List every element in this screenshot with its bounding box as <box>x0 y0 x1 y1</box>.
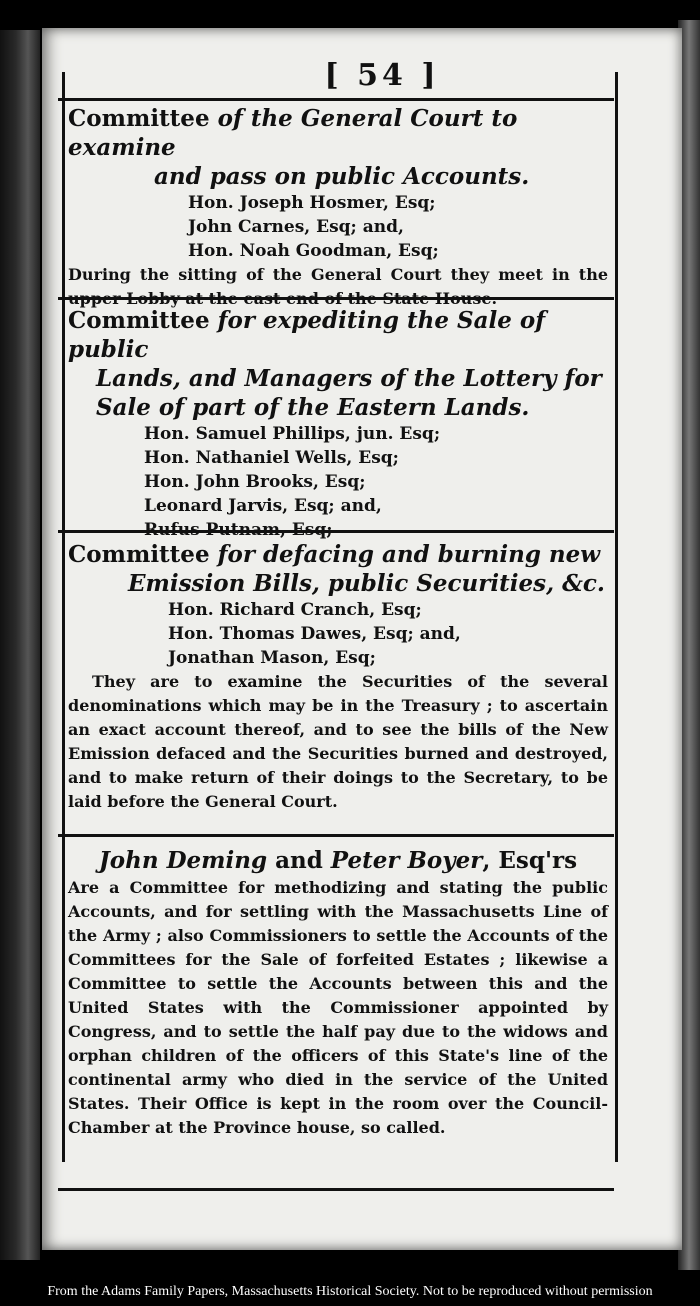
heading-continuation: and pass on public Accounts. <box>154 163 530 190</box>
member-name: Jonathan Mason, Esq; <box>168 648 376 668</box>
person-name: Peter Boyer <box>330 847 483 874</box>
heading-continuation: Lands, and Managers of the Lottery for <box>96 365 602 392</box>
member-name: Hon. John Brooks, Esq; <box>144 472 366 492</box>
committee-names <box>68 846 608 876</box>
heading-continuation: Emission Bills, public Securities, &c. <box>128 570 605 597</box>
section-body: Are a Committee for methodizing and stating the public Accounts, and for settling with the Massachusetts Line of the Army ; also Commissioners to settle the Accounts of the Committees for the Sale of forfeited Estates ; likewise a Committee to settle the Accounts between this and the United States with the Commissioner appointed by Congress, and to settle the half pay due to the widows and orphan children of the officers of this State's line of the continental army who died in the service of the United States. Their Office is kept in the room over the Council-Chamber at the Province house, so called. <box>68 878 608 1137</box>
heading-lead: Committee <box>68 105 210 132</box>
committee-defacing-bills <box>68 540 608 814</box>
heading-rest: for expediting the Sale of public <box>68 307 546 363</box>
rule-top <box>58 98 614 101</box>
section-heading <box>68 306 608 364</box>
person-name: John Deming <box>98 847 268 874</box>
heading-rest: of the General Court to examine <box>68 105 518 161</box>
member-name: John Carnes, Esq; and, <box>188 217 404 237</box>
section-heading <box>68 104 608 162</box>
section-divider <box>58 834 614 837</box>
section-body: They are to examine the Securities of the several denominations which may be in the Treasury ; to ascertain an exact account thereof, and to see the bills of the New Emission defaced and the Securities burned and destroyed, and to make return of their doings to the Secretary, to be laid before the General Court. <box>68 672 608 811</box>
member-name: Hon. Noah Goodman, Esq; <box>188 241 439 261</box>
committee-public-lands <box>68 306 608 542</box>
archive-caption: From the Adams Family Papers, Massachusetts Historical Society. Not to be reproduced without permission <box>47 1284 653 1299</box>
member-name: Hon. Richard Cranch, Esq; <box>168 600 422 620</box>
member-name: Hon. Joseph Hosmer, Esq; <box>188 193 436 213</box>
heading-continuation: Sale of part of the Eastern Lands. <box>96 394 530 421</box>
committee-general-court <box>68 104 608 311</box>
member-name: Hon. Nathaniel Wells, Esq; <box>144 448 399 468</box>
member-name: Hon. Samuel Phillips, jun. Esq; <box>144 424 441 444</box>
conjunction: and <box>267 847 331 874</box>
member-name: Rufus Putnam, Esq; <box>144 520 333 540</box>
member-name: Leonard Jarvis, Esq; and, <box>144 496 382 516</box>
rule-bottom <box>58 1188 614 1191</box>
name-suffix: , Esq'rs <box>482 847 578 874</box>
heading-lead: Committee <box>68 307 210 334</box>
heading-rest: for defacing and burning new <box>209 541 601 568</box>
section-heading <box>68 540 608 569</box>
section-body: During the sitting of the General Court they meet in the upper Lobby at the east end of the State House. <box>68 265 608 308</box>
heading-lead: Committee <box>68 541 210 568</box>
book-spine-left <box>0 30 40 1260</box>
page-number: [ 54 ] <box>324 58 440 93</box>
member-name: Hon. Thomas Dawes, Esq; and, <box>168 624 461 644</box>
committee-accounts <box>68 846 608 1140</box>
